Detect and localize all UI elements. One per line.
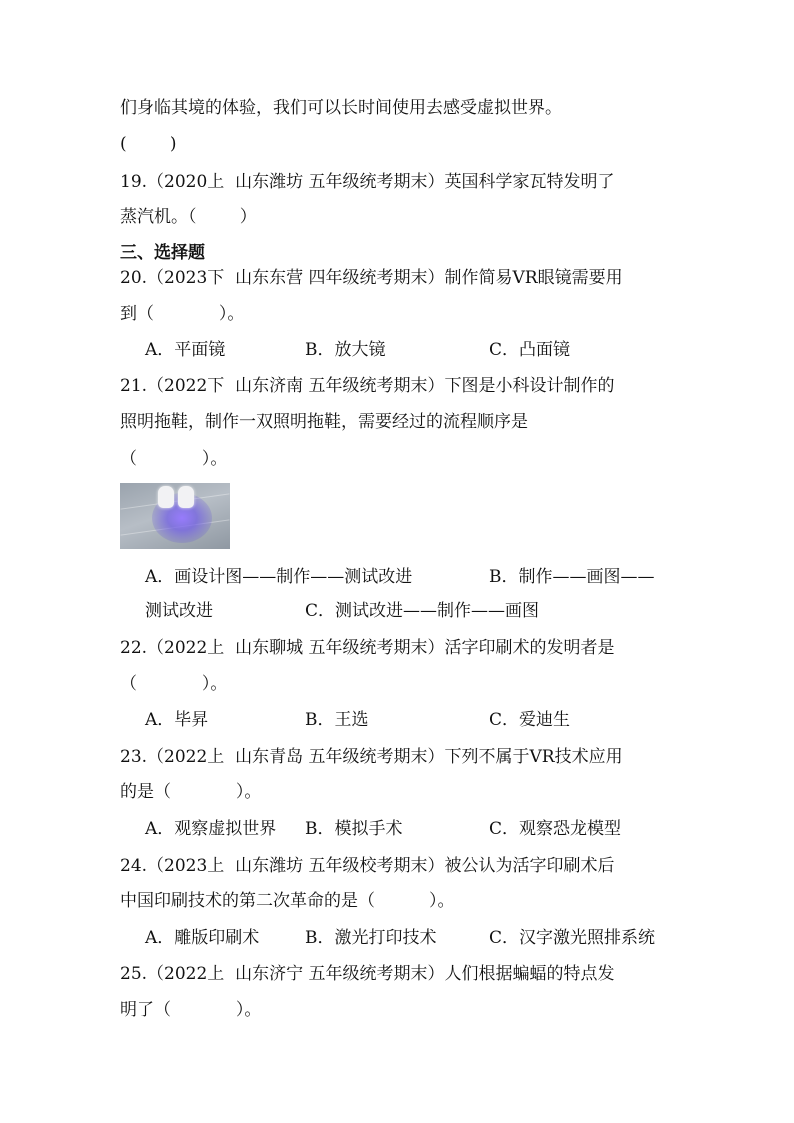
question-24-option-c: C．汉字激光照排系统	[489, 928, 656, 948]
question-20-text-line2: 到（ ）。	[120, 304, 245, 324]
question-23-option-c: C．观察恐龙模型	[489, 819, 622, 839]
question-22-option-a: A．毕昇	[145, 710, 209, 730]
question-22-option-c: C．爱迪生	[489, 710, 571, 730]
question-18-answer-blank: ( )	[120, 134, 177, 154]
question-21-option-a: A．画设计图——制作——测试改进	[145, 567, 413, 587]
question-21-text-line2: 照明拖鞋，制作一双照明拖鞋，需要经过的流程顺序是	[120, 412, 528, 432]
question-20-option-b: B．放大镜	[305, 340, 386, 360]
question-22-text: 22.（2022上 山东聊城 五年级统考期末）活字印刷术的发明者是	[120, 638, 615, 658]
question-21-text: 21.（2022下 山东济南 五年级统考期末）下图是小科设计制作的	[120, 376, 615, 396]
question-22-answer-blank: （ ）。	[120, 674, 228, 694]
question-23-option-a: A．观察虚拟世界	[145, 819, 277, 839]
question-19-text: 19.（2020上 山东潍坊 五年级统考期末）英国科学家瓦特发明了	[120, 172, 615, 192]
question-19-text-line2: 蒸汽机。（ ）	[120, 207, 257, 227]
question-18-text-continued: 们身临其境的体验，我们可以长时间使用去感受虚拟世界。	[120, 98, 562, 118]
question-21-option-b: B．制作——画图——	[489, 567, 655, 587]
right-slipper	[178, 486, 194, 508]
question-23-text-line2: 的是（ ）。	[120, 782, 262, 802]
question-20-option-c: C．凸面镜	[489, 340, 571, 360]
question-25-text: 25.（2022上 山东济宁 五年级统考期末）人们根据蝙蝠的特点发	[120, 964, 615, 984]
question-24-text: 24.（2023上 山东潍坊 五年级校考期末）被公认为活字印刷术后	[120, 856, 615, 876]
question-22-option-b: B．王选	[305, 710, 369, 730]
question-21-option-b-continued: 测试改进	[145, 601, 213, 621]
question-20-option-a: A．平面镜	[145, 340, 226, 360]
question-21-option-c: C．测试改进——制作——画图	[305, 601, 540, 621]
left-slipper	[158, 486, 174, 508]
question-24-text-line2: 中国印刷技术的第二次革命的是（ ）。	[120, 891, 455, 911]
question-24-option-a: A．雕版印刷术	[145, 928, 260, 948]
question-20-text: 20.（2023下 山东东营 四年级统考期末）制作简易VR眼镜需要用	[120, 268, 623, 288]
question-24-option-b: B．激光打印技术	[305, 928, 437, 948]
question-25-text-line2: 明了（ ）。	[120, 1000, 262, 1020]
question-23-option-b: B．模拟手术	[305, 819, 403, 839]
section-heading-multiple-choice: 三、选择题	[120, 243, 205, 263]
question-21-answer-blank: （ ）。	[120, 449, 228, 469]
illuminated-slippers-photo	[120, 483, 230, 549]
question-23-text: 23.（2022上 山东青岛 五年级统考期末）下列不属于VR技术应用	[120, 747, 623, 767]
